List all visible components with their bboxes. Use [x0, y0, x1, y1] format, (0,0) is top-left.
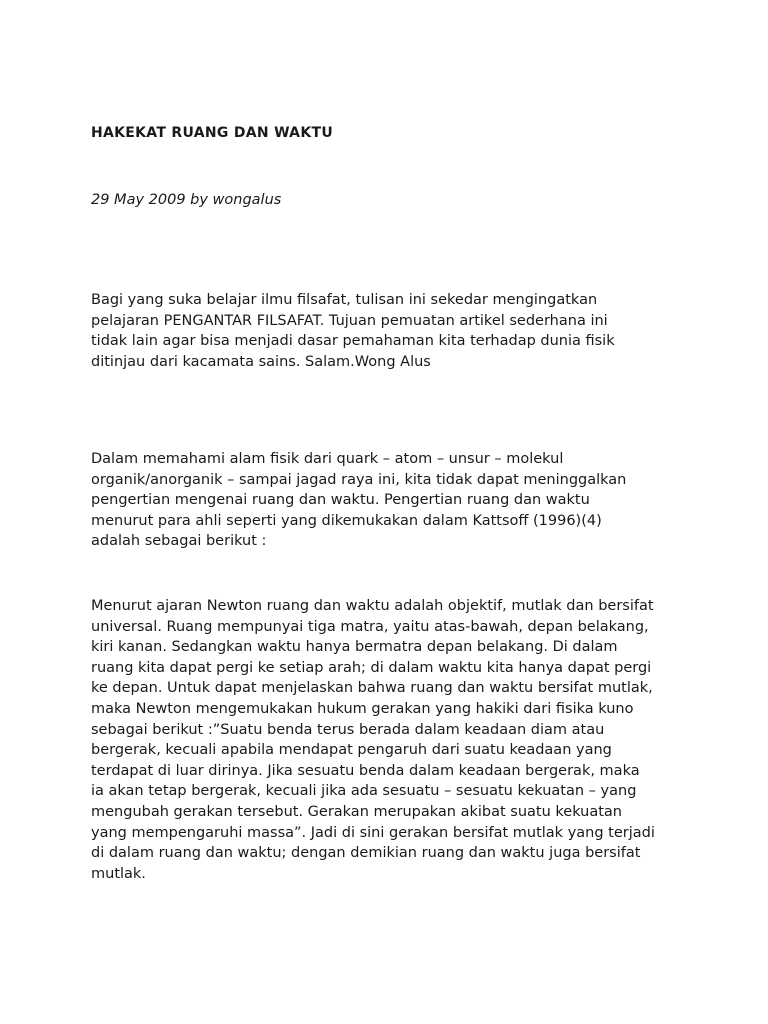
document-byline: 29 May 2009 by wongalus [91, 192, 282, 208]
paragraph-newton: Menurut ajaran Newton ruang dan waktu adalah objektif, mutlak dan bersifat universal. Ruang mempunyai tiga matra, yaitu atas-bawah, depan belakang, kiri kanan. Sedangkan waktu hanya bermatra depan belakang. Di dalam ruang kita dapat pergi ke setiap arah; di dalam waktu kita hanya dapat pergi ke depan. Untuk dapat menjelaskan bahwa ruang dan waktu bersifat mutlak, maka Newton mengemukakan hukum gerakan yang hakiki dari fisika kuno sebagai berikut :”Suatu benda terus berada dalam keadaan diam atau bergerak, kecuali apabila mendapat pengaruh dari suatu keadaan yang terdapat di luar dirinya. Jika sesuatu benda dalam keadaan bergerak, maka ia akan tetap bergerak, kecuali jika ada sesuatu – sesuatu kekuatan – yang mengubah gerakan tersebut. Gerakan merupakan akibat suatu kekuatan yang mempengaruhi massa”. Jadi di sini gerakan bersifat mutlak yang terjadi di dalam ruang dan waktu; dengan demikian ruang dan waktu juga bersifat mutlak. [91, 598, 655, 882]
paragraph-intro: Bagi yang suka belajar ilmu filsafat, tulisan ini sekedar mengingatkan pelajaran PENGANTAR FILSAFAT. Tujuan pemuatan artikel sederhana ini tidak lain agar bisa menjadi dasar pemahaman kita terhadap dunia fisik ditinjau dari kacamata sains. Salam.Wong Alus [91, 292, 615, 370]
paragraph-kattsoff: Dalam memahami alam fisik dari quark – atom – unsur – molekul organik/anorganik – sampai jagad raya ini, kita tidak dapat meninggalkan pengertian mengenai ruang dan waktu. Pengertian ruang dan waktu menurut para ahli seperti yang dikemukakan dalam Kattsoff (1996)(4) adalah sebagai berikut : [91, 451, 627, 550]
document-title: HAKEKAT RUANG DAN WAKTU [91, 125, 333, 141]
